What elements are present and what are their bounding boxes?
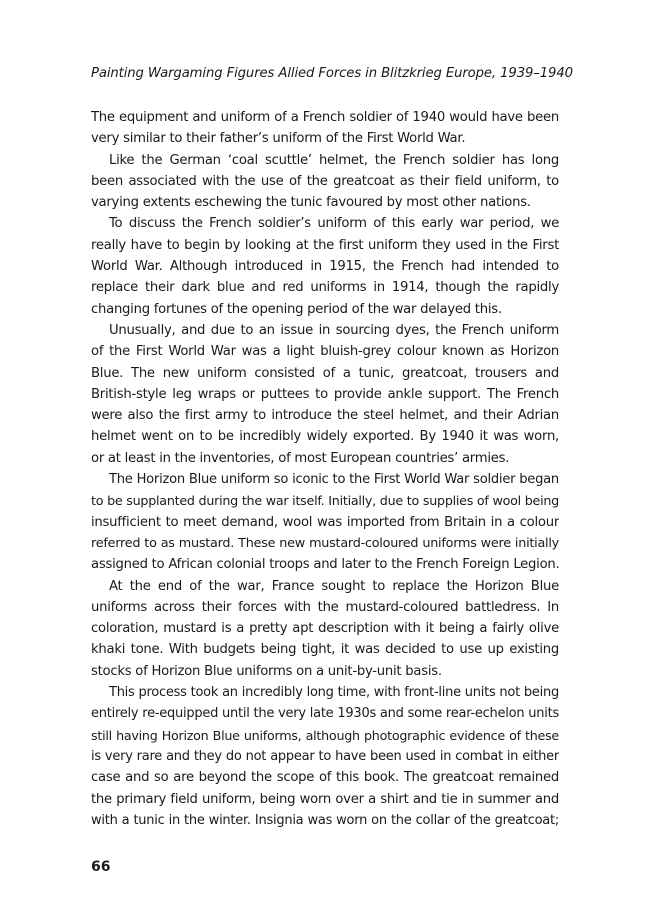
text-line: to be supplanted during the war itself. Initially, due to supplies of wool being [91, 493, 559, 509]
running-head: Painting Wargaming Figures Allied Forces in Blitzkrieg Europe, 1939–1940 [91, 66, 573, 81]
text-line: varying extents eschewing the tunic favoured by most other nations. [91, 195, 531, 211]
text-line: really have to begin by looking at the first uniform they used in the First [91, 237, 559, 253]
text-line: is very rare and they do not appear to have been used in combat in either [91, 748, 559, 764]
text-line: British-style leg wraps or puttees to provide ankle support. The French [91, 386, 559, 402]
text-line: Blue. The new uniform consisted of a tunic, greatcoat, trousers and [91, 365, 559, 381]
text-line: Like the German ‘coal scuttle’ helmet, the French soldier has long [109, 152, 559, 168]
text-line: replace their dark blue and red uniforms in 1914, though the rapidly [91, 280, 559, 296]
text-line: were also the first army to introduce the steel helmet, and their Adrian [91, 408, 559, 424]
paragraph [91, 320, 559, 469]
text-line: coloration, mustard is a pretty apt description with it being a fairly olive [91, 621, 559, 637]
text-line: been associated with the use of the greatcoat as their field uniform, to [91, 173, 559, 189]
paragraph [91, 150, 559, 214]
text-line: or at least in the inventories, of most European countries’ armies. [91, 450, 510, 466]
text-line: helmet went on to be incredibly widely exported. By 1940 it was worn, [91, 429, 559, 445]
text-line: At the end of the war, France sought to replace the Horizon Blue [109, 578, 559, 594]
text-line: World War. Although introduced in 1915, the French had intended to [91, 259, 559, 275]
text-line: stocks of Horizon Blue uniforms on a unit-by-unit basis. [91, 663, 442, 679]
text-line: entirely re-equipped until the very late 1930s and some rear-echelon units [91, 706, 559, 722]
text-line: uniforms across their forces with the mustard-coloured battledress. In [91, 599, 559, 615]
text-line: The equipment and uniform of a French soldier of 1940 would have been [91, 110, 559, 125]
text-line: The Horizon Blue uniform so iconic to the First World War soldier began [109, 472, 559, 488]
paragraph [91, 682, 559, 831]
paragraph [91, 107, 559, 150]
text-line: assigned to African colonial troops and later to the French Foreign Legion. [91, 557, 559, 573]
text-line: with a tunic in the winter. Insignia was worn on the collar of the greatcoat; [91, 812, 559, 828]
body-text [91, 107, 559, 831]
text-line: changing fortunes of the opening period of the war delayed this. [91, 301, 502, 317]
text-line: insufficient to meet demand, wool was imported from Britain in a colour [91, 514, 559, 530]
text-line: This process took an incredibly long time, with front-line units not being [109, 685, 559, 701]
paragraph [91, 576, 559, 682]
text-line: of the First World War was a light bluish-grey colour known as Horizon [91, 344, 559, 360]
text-line: very similar to their father’s uniform of the First World War. [91, 131, 466, 147]
text-line: the primary field uniform, being worn over a shirt and tie in summer and [91, 791, 559, 807]
text-line: still having Horizon Blue uniforms, although photographic evidence of these [91, 727, 559, 743]
paragraph [91, 213, 559, 319]
text-line: case and so are beyond the scope of this book. The greatcoat remained [91, 770, 559, 786]
text-line: khaki tone. With budgets being tight, it was decided to use up existing [91, 642, 559, 658]
text-line: Unusually, and due to an issue in sourcing dyes, the French uniform [109, 322, 559, 338]
page-number: 66 [91, 859, 111, 875]
text-line: referred to as mustard. These new mustard-coloured uniforms were initially [91, 535, 559, 551]
text-line: To discuss the French soldier’s uniform of this early war period, we [109, 216, 559, 232]
paragraph [91, 469, 559, 575]
